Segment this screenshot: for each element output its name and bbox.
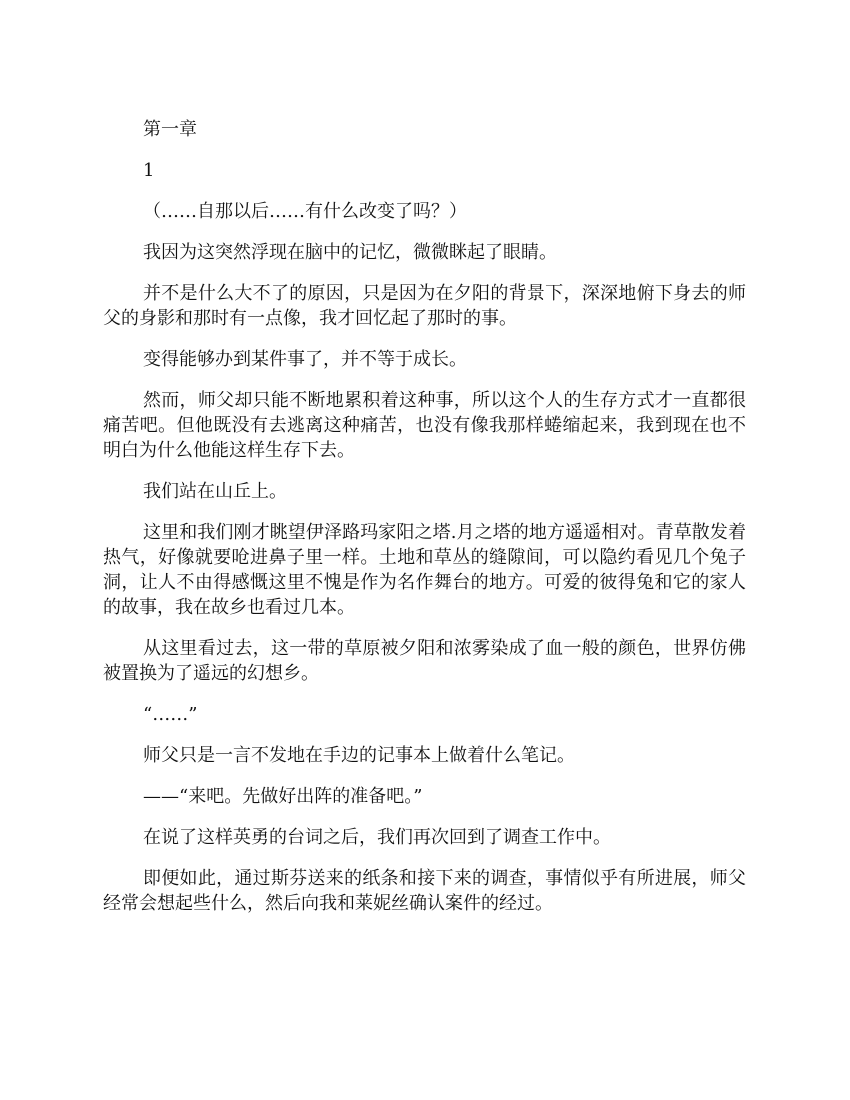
paragraph: （……自那以后……有什么改变了吗？）: [143, 201, 467, 222]
paragraph: “……”: [143, 704, 198, 725]
paragraph: 我们站在山丘上。: [143, 481, 287, 502]
paragraph: 这里和我们刚才眺望伊泽路玛家阳之塔.月之塔的地方遥遥相对。青草散发着热气，好像就要呛进鼻子里一样。土地和草丛的缝隙间，可以隐约看见几个兔子洞，让人不由得感慨这里不愧是作为名作舞台的地方。可爱的彼得兔和它的家人的故事，我在故乡也看过几本。: [103, 522, 746, 618]
paragraph: 从这里看过去，这一带的草原被夕阳和浓雾染成了血一般的颜色，世界仿佛被置换为了遥远的幻想乡。: [103, 638, 746, 684]
paragraph: ——“来吧。先做好出阵的准备吧。”: [143, 786, 423, 807]
paragraph: 我因为这突然浮现在脑中的记忆，微微眯起了眼睛。: [143, 242, 557, 263]
document-page: [103, 117, 746, 932]
paragraph: 在说了这样英勇的台词之后，我们再次回到了调查工作中。: [143, 827, 611, 848]
chapter-heading: 第一章: [143, 119, 197, 140]
section-number: 1: [143, 160, 155, 181]
paragraph: 变得能够办到某件事了，并不等于成长。: [143, 349, 467, 370]
paragraph: 即便如此，通过斯芬送来的纸条和接下来的调查，事情似乎有所进展，师父经常会想起些什么，然后向我和莱妮丝确认案件的经过。: [103, 868, 746, 914]
paragraph: 师父只是一言不发地在手边的记事本上做着什么笔记。: [143, 745, 575, 766]
paragraph: 然而，师父却只能不断地累积着这种事，所以这个人的生存方式才一直都很痛苦吧。但他既没有去逃离这种痛苦，也没有像我那样蜷缩起来，我到现在也不明白为什么他能这样生存下去。: [103, 390, 746, 461]
paragraph: 并不是什么大不了的原因，只是因为在夕阳的背景下，深深地俯下身去的师父的身影和那时有一点像，我才回忆起了那时的事。: [103, 283, 746, 329]
